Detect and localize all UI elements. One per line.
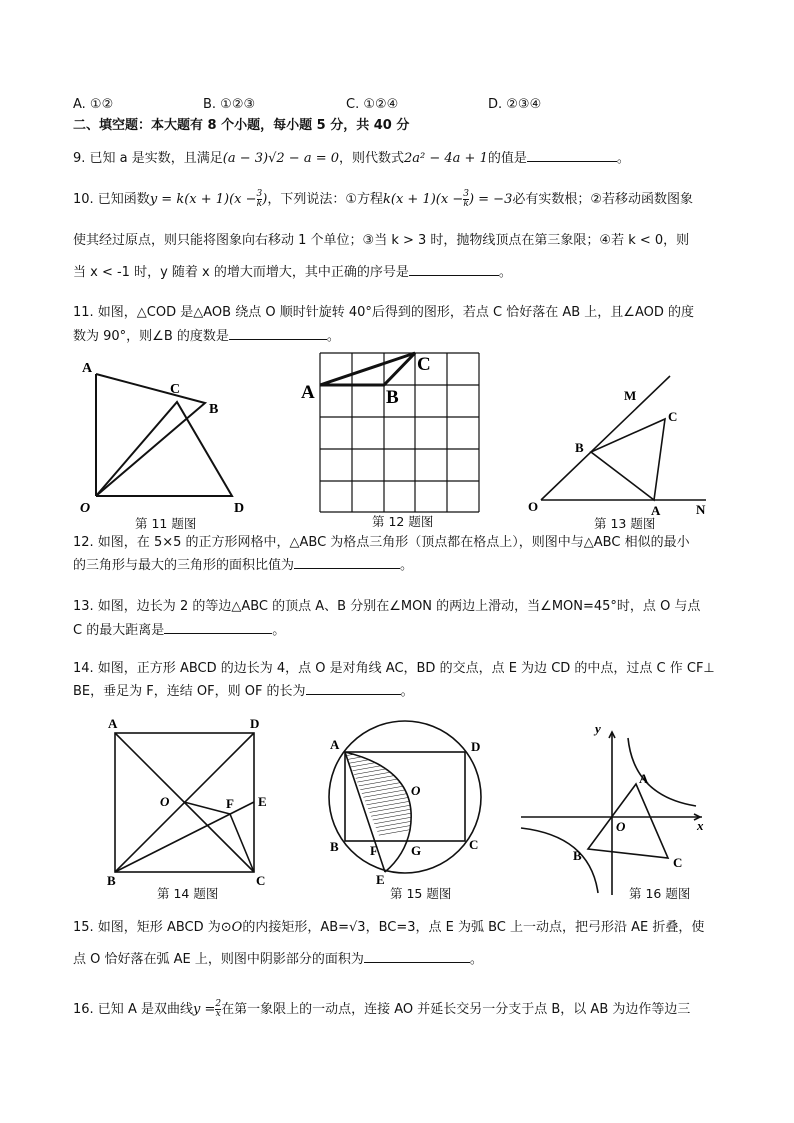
q12-line-2-text: 的三角形与最大的三角形的面积比值为 xyxy=(73,558,295,573)
q10-text-2: ，下列说法：①方程 xyxy=(267,192,383,207)
label-b: B xyxy=(209,402,219,417)
label-d: D xyxy=(234,501,245,516)
q15-circle-name: O xyxy=(231,920,243,935)
q16-frac-den: x xyxy=(215,1009,221,1019)
question-11-line-1: 11. 如图，△COD 是△AOB 绕点 O 顺时针旋转 40°后得到的图形，若点 C 恰好落在 AB 上，且∠AOD 的度 xyxy=(73,305,694,320)
q16-math-1: y = xyxy=(192,1002,216,1017)
question-13-line-1: 13. 如图，边长为 2 的等边△ABC 的顶点 A、B 分别在∠MON 的两边上滑动，当∠MON=45°时，点 O 与点 xyxy=(73,599,701,614)
label-b: B xyxy=(575,440,584,455)
caption-fig-15: 第 15 题图 xyxy=(390,886,452,901)
label-a: A xyxy=(639,771,649,786)
q9-text-2: ，则代数式 xyxy=(339,151,405,166)
caption-fig-14: 第 14 题图 xyxy=(157,886,219,901)
q10-math-1: y = k(x + 1)(x − xyxy=(149,192,257,207)
caption-fig-16: 第 16 题图 xyxy=(629,886,691,901)
q14-end: 。 xyxy=(400,684,414,699)
hyperbola-branch-2 xyxy=(521,828,598,893)
q10-text-1: 10. 已知函数 xyxy=(73,192,150,207)
label-e: E xyxy=(258,794,267,809)
q16-text-2: 在第一象限上的一动点，连接 AO 并延长交另一分支于点 B，以 AB 为边作等边三 xyxy=(221,1002,691,1017)
label-d: D xyxy=(471,739,481,754)
option-c: C. ①②④ xyxy=(346,97,399,112)
label-b: B xyxy=(386,387,399,408)
question-12-line-1: 12. 如图，在 5×5 的正方形网格中，△ABC 为格点三角形（顶点都在格点上），则图中与△ABC 相似的最小 xyxy=(73,535,690,550)
label-a: A xyxy=(651,503,661,518)
q15-text-1: 15. 如图，矩形 ABCD 为⊙ xyxy=(73,920,232,935)
label-e: E xyxy=(376,872,385,887)
label-c: C xyxy=(170,382,181,397)
label-f: F xyxy=(226,796,234,811)
q9-text-1: 9. 已知 a 是实数，且满足 xyxy=(73,151,223,166)
label-c: C xyxy=(469,837,479,852)
q15-end: 。 xyxy=(469,952,483,967)
caption-fig-12: 第 12 题图 xyxy=(372,514,434,529)
section-title: 二、填空题：本大题有 8 个小题，每小题 5 分，共 40 分 xyxy=(73,118,410,133)
label-g: G xyxy=(411,843,422,858)
caption-fig-13: 第 13 题图 xyxy=(594,516,656,531)
question-16-line-1 xyxy=(73,1000,690,1019)
label-a: A xyxy=(330,737,340,752)
option-b: B. ①②③ xyxy=(203,97,256,112)
q13-end: 。 xyxy=(272,623,286,638)
q14-line-2-text: BE，垂足为 F，连结 OF，则 OF 的长为 xyxy=(73,684,306,699)
option-d: D. ②③④ xyxy=(488,97,542,112)
label-b: B xyxy=(573,848,582,863)
q10-frac-num: 3 xyxy=(256,189,263,199)
label-o: O xyxy=(80,501,91,516)
label-x: x xyxy=(697,818,704,833)
q9-end: 。 xyxy=(616,151,630,166)
q10-math-3: ) = −3 xyxy=(468,192,513,207)
q16-text-1: 16. 已知 A 是双曲线 xyxy=(73,1002,193,1017)
answer-blank xyxy=(364,949,470,963)
q10-math-2: k(x + 1)(x − xyxy=(383,192,464,207)
q10-frac-num: 3 xyxy=(463,189,469,199)
q13-line-2-text: C 的最大距离是 xyxy=(73,623,165,638)
q15-text-2: 的内接矩形，AB=√3，BC=3，点 E 为弧 BC 上一动点，把弓形沿 AE 折叠，使 xyxy=(242,920,705,935)
caption-fig-11: 第 11 题图 xyxy=(135,516,197,531)
label-m: M xyxy=(624,388,637,403)
label-a: A xyxy=(108,716,118,731)
label-y: y xyxy=(595,721,601,736)
label-f: F xyxy=(370,843,378,858)
q10-line-3-text: 当 x < -1 时，y 随着 x 的增大而增大，其中正确的序号是 xyxy=(73,265,409,280)
question-15-line-1 xyxy=(73,919,704,937)
label-a: A xyxy=(301,382,315,403)
label-c: C xyxy=(417,354,431,375)
label-o: O xyxy=(616,819,626,834)
q10-frac-den: k xyxy=(256,199,263,209)
q9-math-2: 2a² − 4a + 1 xyxy=(404,151,488,166)
question-10-line-2: 使其经过原点，则只能将图象向右移动 1 个单位；③当 k > 3 时，抛物线顶点在第三象限；④若 k < 0，则 xyxy=(73,233,690,248)
triangle-abc xyxy=(588,784,668,858)
q9-text-3: 的值是 xyxy=(487,151,527,166)
q9-math-1: (a − 3)√2 − a = 0 xyxy=(222,151,339,166)
option-a: A. ①② xyxy=(73,97,114,112)
label-c: C xyxy=(673,855,683,870)
q16-frac-num: 2 xyxy=(215,999,222,1009)
question-14-line-1: 14. 如图，正方形 ABCD 的边长为 4，点 O 是对角线 AC，BD 的交点，点 E 为边 CD 的中点，过点 C 作 CF⊥ xyxy=(73,661,715,676)
label-o: O xyxy=(411,783,421,798)
label-b: B xyxy=(107,873,116,888)
q11-end: 。 xyxy=(326,329,340,344)
q11-line-2-text: 数为 90°，则∠B 的度数是 xyxy=(73,329,229,344)
q10-end: 。 xyxy=(498,265,512,280)
label-o: O xyxy=(528,499,539,514)
label-a: A xyxy=(82,361,93,376)
q10-frac-den: k xyxy=(463,199,469,209)
label-c: C xyxy=(256,873,266,888)
label-d: D xyxy=(250,716,260,731)
q15-line-2-text: 点 O 恰好落在弧 AE 上，则图中阴影部分的面积为 xyxy=(73,952,364,967)
label-b: B xyxy=(330,839,339,854)
question-15-line-2 xyxy=(73,949,483,969)
q10-close: ) xyxy=(262,192,268,207)
label-c: C xyxy=(668,409,678,424)
label-n: N xyxy=(696,502,706,517)
q12-end: 。 xyxy=(400,558,414,573)
label-o: O xyxy=(160,794,170,809)
q10-text-3: 必有实数根；②若移动函数图象 xyxy=(512,192,694,207)
